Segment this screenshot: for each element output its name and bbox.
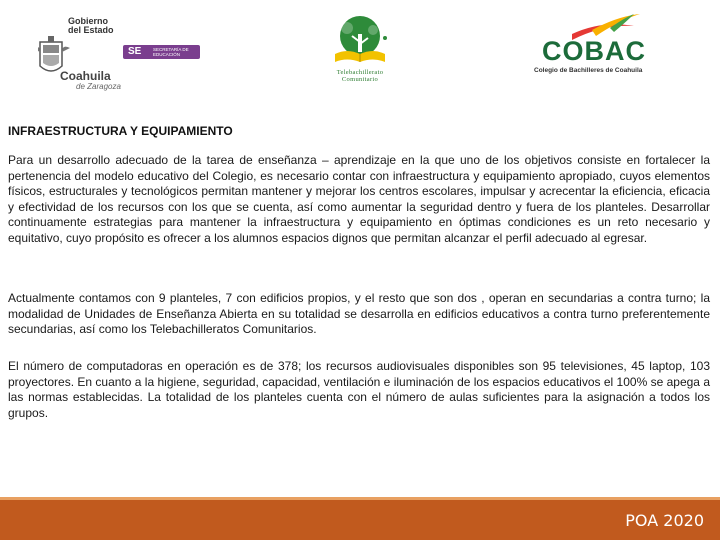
se-label: SE (128, 46, 142, 57)
footer-bar (0, 497, 720, 540)
paragraph-3: El número de computadoras en operación es de 378; los recursos audiovisuales disponibles son 95 televisiones, 45 laptop, 103 proyectores. En cuanto a la higiene, seguridad, capacidad, ventilación e iluminación de los espacios educativos el 100% se apega a las normas establecidas. La totalidad de los planteles cuenta con el número de aulas suficientes para la asignación a todos los grupos. (8, 359, 710, 420)
telebachillerato-logo (315, 14, 405, 84)
page-header (0, 0, 720, 100)
paragraph-2: Actualmente contamos con 9 planteles, 7 con edificios propios, y el resto que son dos , operan en secundarias a contra turno; la modalidad de Unidades de Enseñanza Abierta en su totalidad se desarrolla en edificios educativos a contra turno preferentemente secundarias, así como los Telebachilleratos Comunitarios. (8, 291, 710, 337)
gobierno-coahuila-logo (38, 14, 208, 92)
cobac-subtitle: Colegio de Bachilleres de Coahuila (534, 67, 643, 74)
gobierno-line2: del Estado (68, 25, 114, 35)
section-title: INFRAESTRUCTURA Y EQUIPAMIENTO (8, 124, 233, 138)
cobac-wordmark: COBAC (542, 36, 646, 66)
gobierno-line1: Gobierno (68, 16, 108, 26)
gobierno-state: Coahuila (60, 69, 111, 83)
telebachillerato-line1: Telebachillerato (336, 69, 384, 76)
cobac-logo (532, 10, 672, 80)
telebachillerato-text (305, 69, 415, 83)
se-sublabel: SECRETARÍA DE EDUCACIÓN (153, 47, 189, 57)
gobierno-sub: de Zaragoza (76, 82, 121, 91)
tree-book-icon (315, 14, 405, 70)
telebachillerato-line2: Comunitario (341, 76, 379, 83)
paragraph-1: Para un desarrollo adecuado de la tarea de enseñanza – aprendizaje en la que uno de los objetivos consiste en fortalecer la pertenencia del modelo educativo del Colegio, es necesario contar con infraestructura y equipamiento apropiado, cuyos elementos físicos, estructurales y tecnológicos permitan mantener y mejorar los centros escolares, impulsar y acrecentar la eficiencia, eficacia y efectividad de los recursos con los que se cuenta, así como aumentar la seguridad dentro y fuera de los planteles. Desarrollar continuamente estrategias para mantener la infraestructura y equipamiento en óptimas condiciones es un reto necesario y equitativo, cuyo propósito es ofrecer a los alumnos espacios dignos que permitan alcanzar el perfil adecuado al egresar. (8, 153, 710, 245)
footer-label: POA 2020 (625, 511, 704, 530)
footer-accent-line (0, 497, 720, 500)
